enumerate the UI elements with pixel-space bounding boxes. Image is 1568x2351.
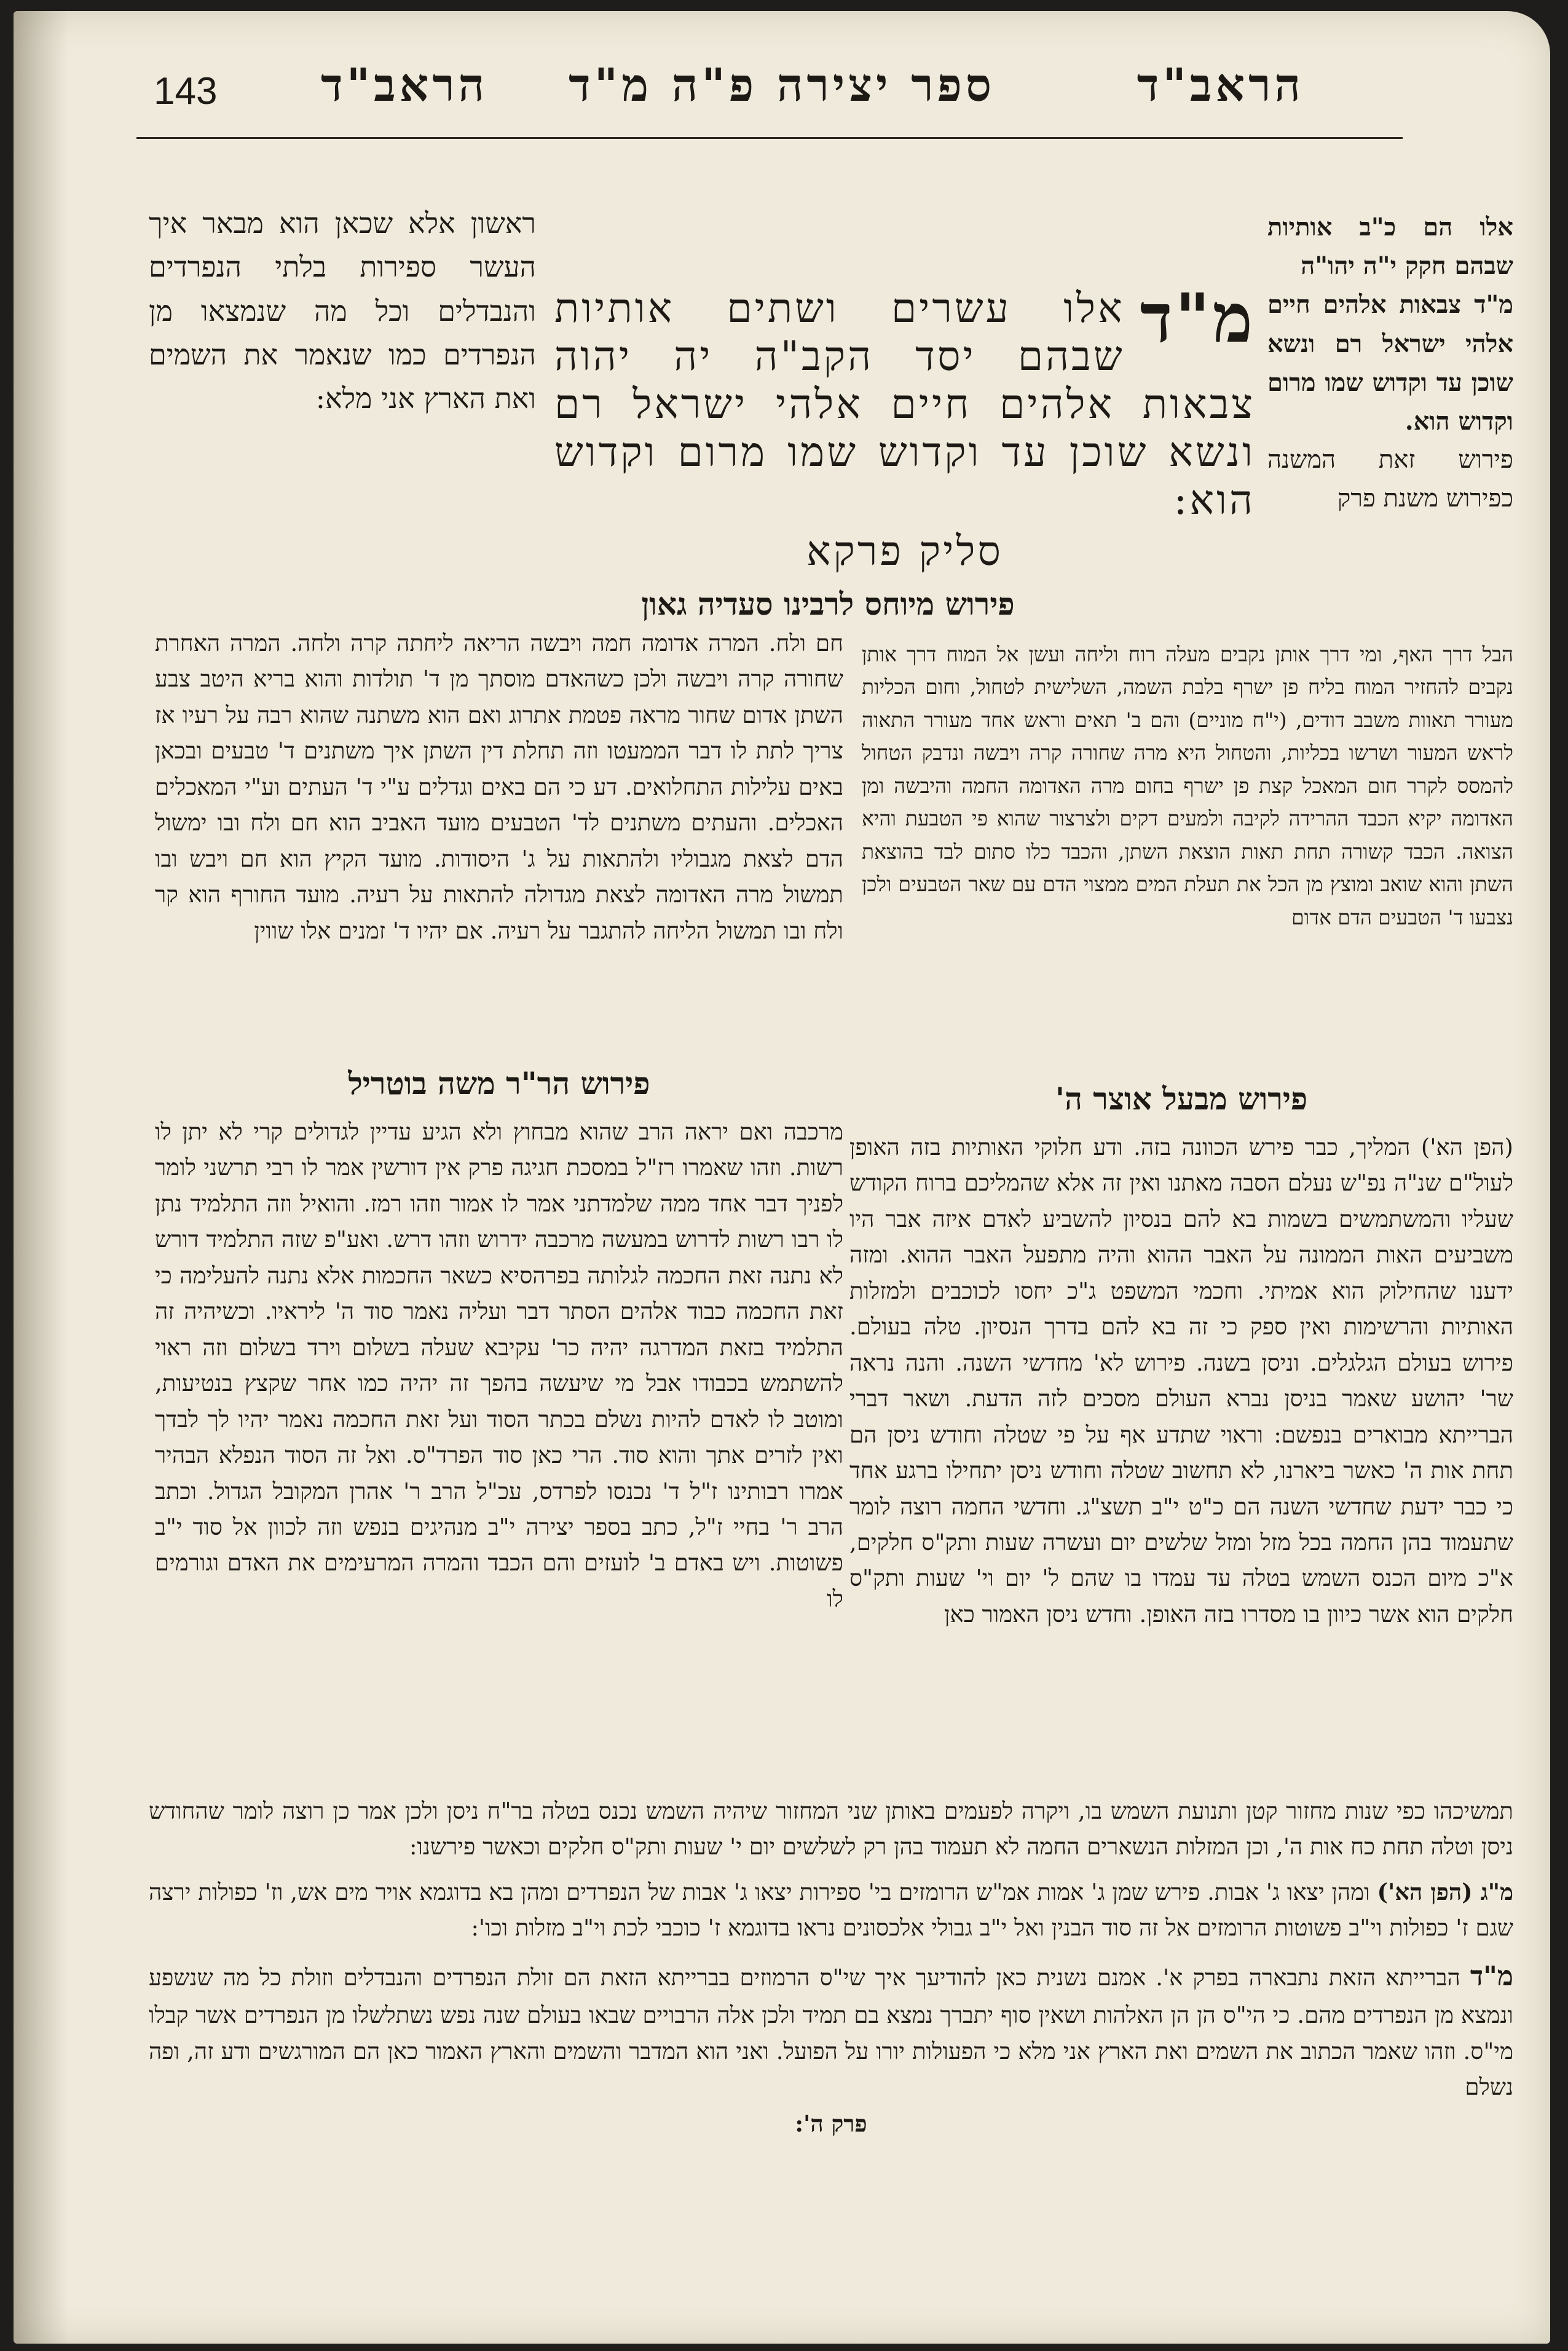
botril-text: מרכבה ואם יראה הרב שהוא מבחוץ ולא הגיע עדיין לגדולים קרי לא יתן לו רשות. וזהו שאמרו רז"ל במסכת חגיגה פרק אין דורשין אמר לו רבי תרשני לומר לפניך דבר אחד ממה שלמדתני אמר לו אמור וזהו רמז. והואיל וזה התלמיד נתן לו רבו רשות לדרוש במעשה מרכבה ידרוש וזהו דרש. ואע"פ שזה התלמיד דורש לא נתנה זאת החכמה לגלותה בפרהסיא כשאר החכמות אלא נתנה להעלימה כי זאת החכמה כבוד אלהים הסתר דבר ועליה נאמר סוד ה' ליראיו. וכשיהיה זה התלמיד בזאת המדרגה יהיה כר' עקיבא שעלה בשלום וירד בשלום וזה ראוי להשתמש בכבודו אבל מי שיעשה בהפך זה יהיה כמו אחר שקצץ בנטיעות, ומוטב לו לאדם להיות נשלם בכתר הסוד ועל זאת החכמה נאמר יהיו לך לבדך ואין לזרים אתך והוא סוד. הרי כאן סוד הפרד"ס. ואל זה הסוד הנפלא הבהיר אמרו רבותינו ז"ל ד' נכנסו לפרדס, עכ"ל הרב ר' אהרן המקובל הגדול. וכתב הרב ר' בחיי ז"ל, כתב בספר יצירה י"ב מנהיגים בנפש וזה לכוון אל סוד י"ב פשוטות. ויש באדם ב' לועזים והם הכבד והמרה המרעימים את האדם וגורמים לו <box>155 1119 843 1612</box>
book-spine-shadow <box>14 11 69 2344</box>
botril-heading: פירוש הר"ר משה בוטריל <box>348 1065 650 1101</box>
header-rule <box>136 137 1403 139</box>
otzar-column <box>849 1130 1513 1632</box>
saadia-right-text: הבל דרך האף, ומי דרך אותן נקבים מעלה רוח וליחה ועשן אל המוח דרך אותן נקבים להחזיר המוח בליח פן ישרף בלבת השמה, השלישית לטחול, וחום הכליות מעורר תאוות משבב דודים, (י"ח מוניים) והם ב' תאים וראש אחד מעורר התאוה לראש המעור ושרשו בכליות, והטחול היא מרה שחורה קרה ויבשה ונדבק הטחול להמסס לקרר חום המאכל קצת פן ישרף בחום מרה האדומה החמה והיבשה ומן האדומה יקיא הכבד ההרידה לקיבה ולמעים דקים ולצרצור שהוא פי הטבעת והיא הצואה. הכבד קשורה תחת תאות הוצאת השתן, והכבד כלו סתום לבד בהוצאת השתן והוא שואב ומוצץ מן הכל את תעלת המים ממצוי הדם עם שאר הטבעים ולכן נצבעו ד' הטבעים הדם אדום <box>862 642 1514 929</box>
running-header-center: ספר יצירה פ"ה מ"ד <box>569 59 995 112</box>
mg-text: ומהן יצאו ג' אבות. פירש שמן ג' אמות אמ"ש הרומזים בי' ספירות יצאו ג' אבות של הנפרדים ומהן בא בדוגמא אויר מים אש, וז' כפולות ירצה שגם ז' כפולות וי"ב פשוטות הרומזים אל זה סוד הבנין ואל י"ב גבולי אלכסונים נראו בדוגמא ז' כוכבי לכת וי"ב מזלות וכו': <box>149 1878 1513 1942</box>
md-tag: מ"ד <box>1470 1960 1513 1992</box>
botril-column <box>155 1114 843 1617</box>
saadia-right-column <box>862 638 1513 934</box>
running-header-left: הראב"ד <box>321 59 489 112</box>
mishnah-tag: מ"ד <box>1140 278 1255 358</box>
chapter-end: פרק ה': <box>795 2109 867 2137</box>
running-header <box>14 59 1550 112</box>
right-column-line-2: מ"ד צבאות אלהים חיים אלהי ישראל רם ונשא שוכן עד וקדוש שמו מרום וקדוש הוא. <box>1267 290 1513 436</box>
right-column-line-3: פירוש זאת המשנה כפירוש משנת פרק <box>1267 446 1513 513</box>
book-page <box>14 11 1550 2344</box>
right-column-line-1: אלו הם כ"ב אותיות שבהם חקק י"ה יהו"ה <box>1267 213 1513 281</box>
otzar-continuation-text: תמשיכהו כפי שנות מחזור קטן ותנועת השמש בו, ויקרה לפעמים באותן שני המחזור שיהיה השמש נכנס בטלה בר"ח ניסן ולכן אמר כן רוצה לומר שהחודש ניסן וטלה תחת כח אות ה', וכן המזלות הנשארים החמה לא תעמוד בהן רק לשלשים יום י' שעות ותק"ס חלקים וכאשר פירשנו: <box>149 1798 1513 1861</box>
md-text: הברייתא הזאת נתבארה בפרק א'. אמנם נשנית כאן להודיעך איך שי"ס הרמוזים בברייתא הזאת הם זולת הנפרדים והנבדלים וזולת כל מה שנשפע ונמצא מן הנפרדים מהם. כי הי"ס הן הן האלהות ושאין סוף יתברך נמצא בם תמיד ולכן אלה הרבויים שבאו בעולם שנה נפש נשתלשלו מן הנפרדים אשר קבלו מי"ס. וזהו שאמר הכתוב את השמים ואת הארץ אני מלא כי הפעולות יורו על הפועל. ואני הוא המדבר והשמים והארץ האמור כאן הם המורגשים ודע זה, ופה נשלם <box>149 1964 1513 2101</box>
left-commentary-column <box>149 202 536 420</box>
page-number: 143 <box>154 70 218 112</box>
running-header-right: הראב"ד <box>1137 59 1304 112</box>
otzar-continuation <box>149 1794 1513 2141</box>
left-column-text: ראשון אלא שכאן הוא מבאר איך העשר ספירות בלתי הנפרדים והנבדלים וכל מה שנמצאו מן הנפרדים כמו שנאמר את השמים ואת הארץ אני מלא: <box>149 207 536 415</box>
otzar-heading: פירוש מבעל אוצר ה' <box>1055 1081 1308 1117</box>
md-paragraph <box>149 1955 1513 2106</box>
mishnah-text: אלו עשרים ושתים אותיות שבהם יסד הקב"ה יה יהוה צבאות אלהים חיים אלהי ישראל רם ונשא שוכן עד וקדוש שמו מרום וקדוש הוא: <box>554 285 1255 524</box>
mishnah-closing: סליק פרקא <box>806 527 1003 575</box>
saadia-left-text: חם ולח. המרה אדומה חמה ויבשה הריאה ליחתה קרה ולחה. המרה האחרת שחורה קרה ויבשה ולכן כשהאדם מוסתך מן ד' תולדות והוא בריא היטב צבע השתן אדום שחור מראה פטמת אתרוג ואם הוא משתנה שהוא רבה על רעיו אז צריך לתת לו דבר הממעטו וזה תחלת דין השתן איך משתנים ד' טבעים ובכאן באים עלילות התחלואים. דע כי הם באים וגדלים ע"י ד' העתים וע"י המאכלים האכלים. והעתים משתנים לד' הטבעים מועד האביב הוא חם ולח ובו ימשול הדם לצאת מגבוליו ולהתאות על ג' היסודות. מועד הקיץ הוא חם ויבש ובו תמשול מרה האדומה לצאת מגדולה להתאות על רעיה. מועד החורף הוא קר ולח ובו תמשול הליחה להתגבר על רעיה. אם יהיו ד' זמנים אלו שווין <box>155 630 843 944</box>
saadia-heading: פירוש מיוחס לרבינו סעדיה גאון <box>641 586 1015 622</box>
saadia-left-column <box>155 626 843 949</box>
right-commentary-column <box>1267 208 1513 519</box>
mg-tag: מ"ג (הפן הא') <box>1377 1878 1514 1905</box>
mishnah-block <box>554 278 1255 575</box>
otzar-text: (הפן הא') המליך, כבר פירש הכוונה בזה. ודע חלוקי האותיות בזה האופן לעול"ם שנ"ה נפ"ש נעלם הסבה מאתנו ואין זה אלא שהמליכם ברוח הקודש שעליו והמשתמשים בשמות בא להם בנסיון להשביע לאדם איזה אבר היו משביעים האות הממונה על האבר ההוא והיה מתפעל האבר ההוא. ומזה ידענו שהחילוק הוא אמיתי. וחכמי המשפט ג"כ יחסו לכוכבים ולמזלות האותיות והרשימות ואין ספק כי זה בא להם בדרך הנסיון. טלה בעולם. פירוש בעולם הגלגלים. וניסן בשנה. פירוש לא' מחדשי השנה. והנה נראה שר' יהושע שאמר בניסן נברא העולם מסכים לזה הדעת. ושאר דברי הברייתא מבוארים בנפשם: וראוי שתדע אף על פי שטלה וחודש ניסן הם תחת אות ה' כאשר ביארנו, לא תחשוב שטלה וחודש ניסן יתחילו ברגע אחד כי כבר ידעת שחדשי השנה הם כ"ט י"ב תשצ"ג. וחדשי החמה רוצה לומר שתעמוד בהן החמה בכל מזל ומזל שלשים יום ועשרה שעות ותק"ס חלקים, א"כ מיום הכנס השמש בטלה עד עמדו בו שהם ל' יום וי' שעות ותק"ס חלקים הוא אשר כיוון בו מסדרו בזה האופן. וחדש ניסן האמור כאן <box>849 1134 1513 1628</box>
mg-paragraph <box>149 1874 1513 1947</box>
